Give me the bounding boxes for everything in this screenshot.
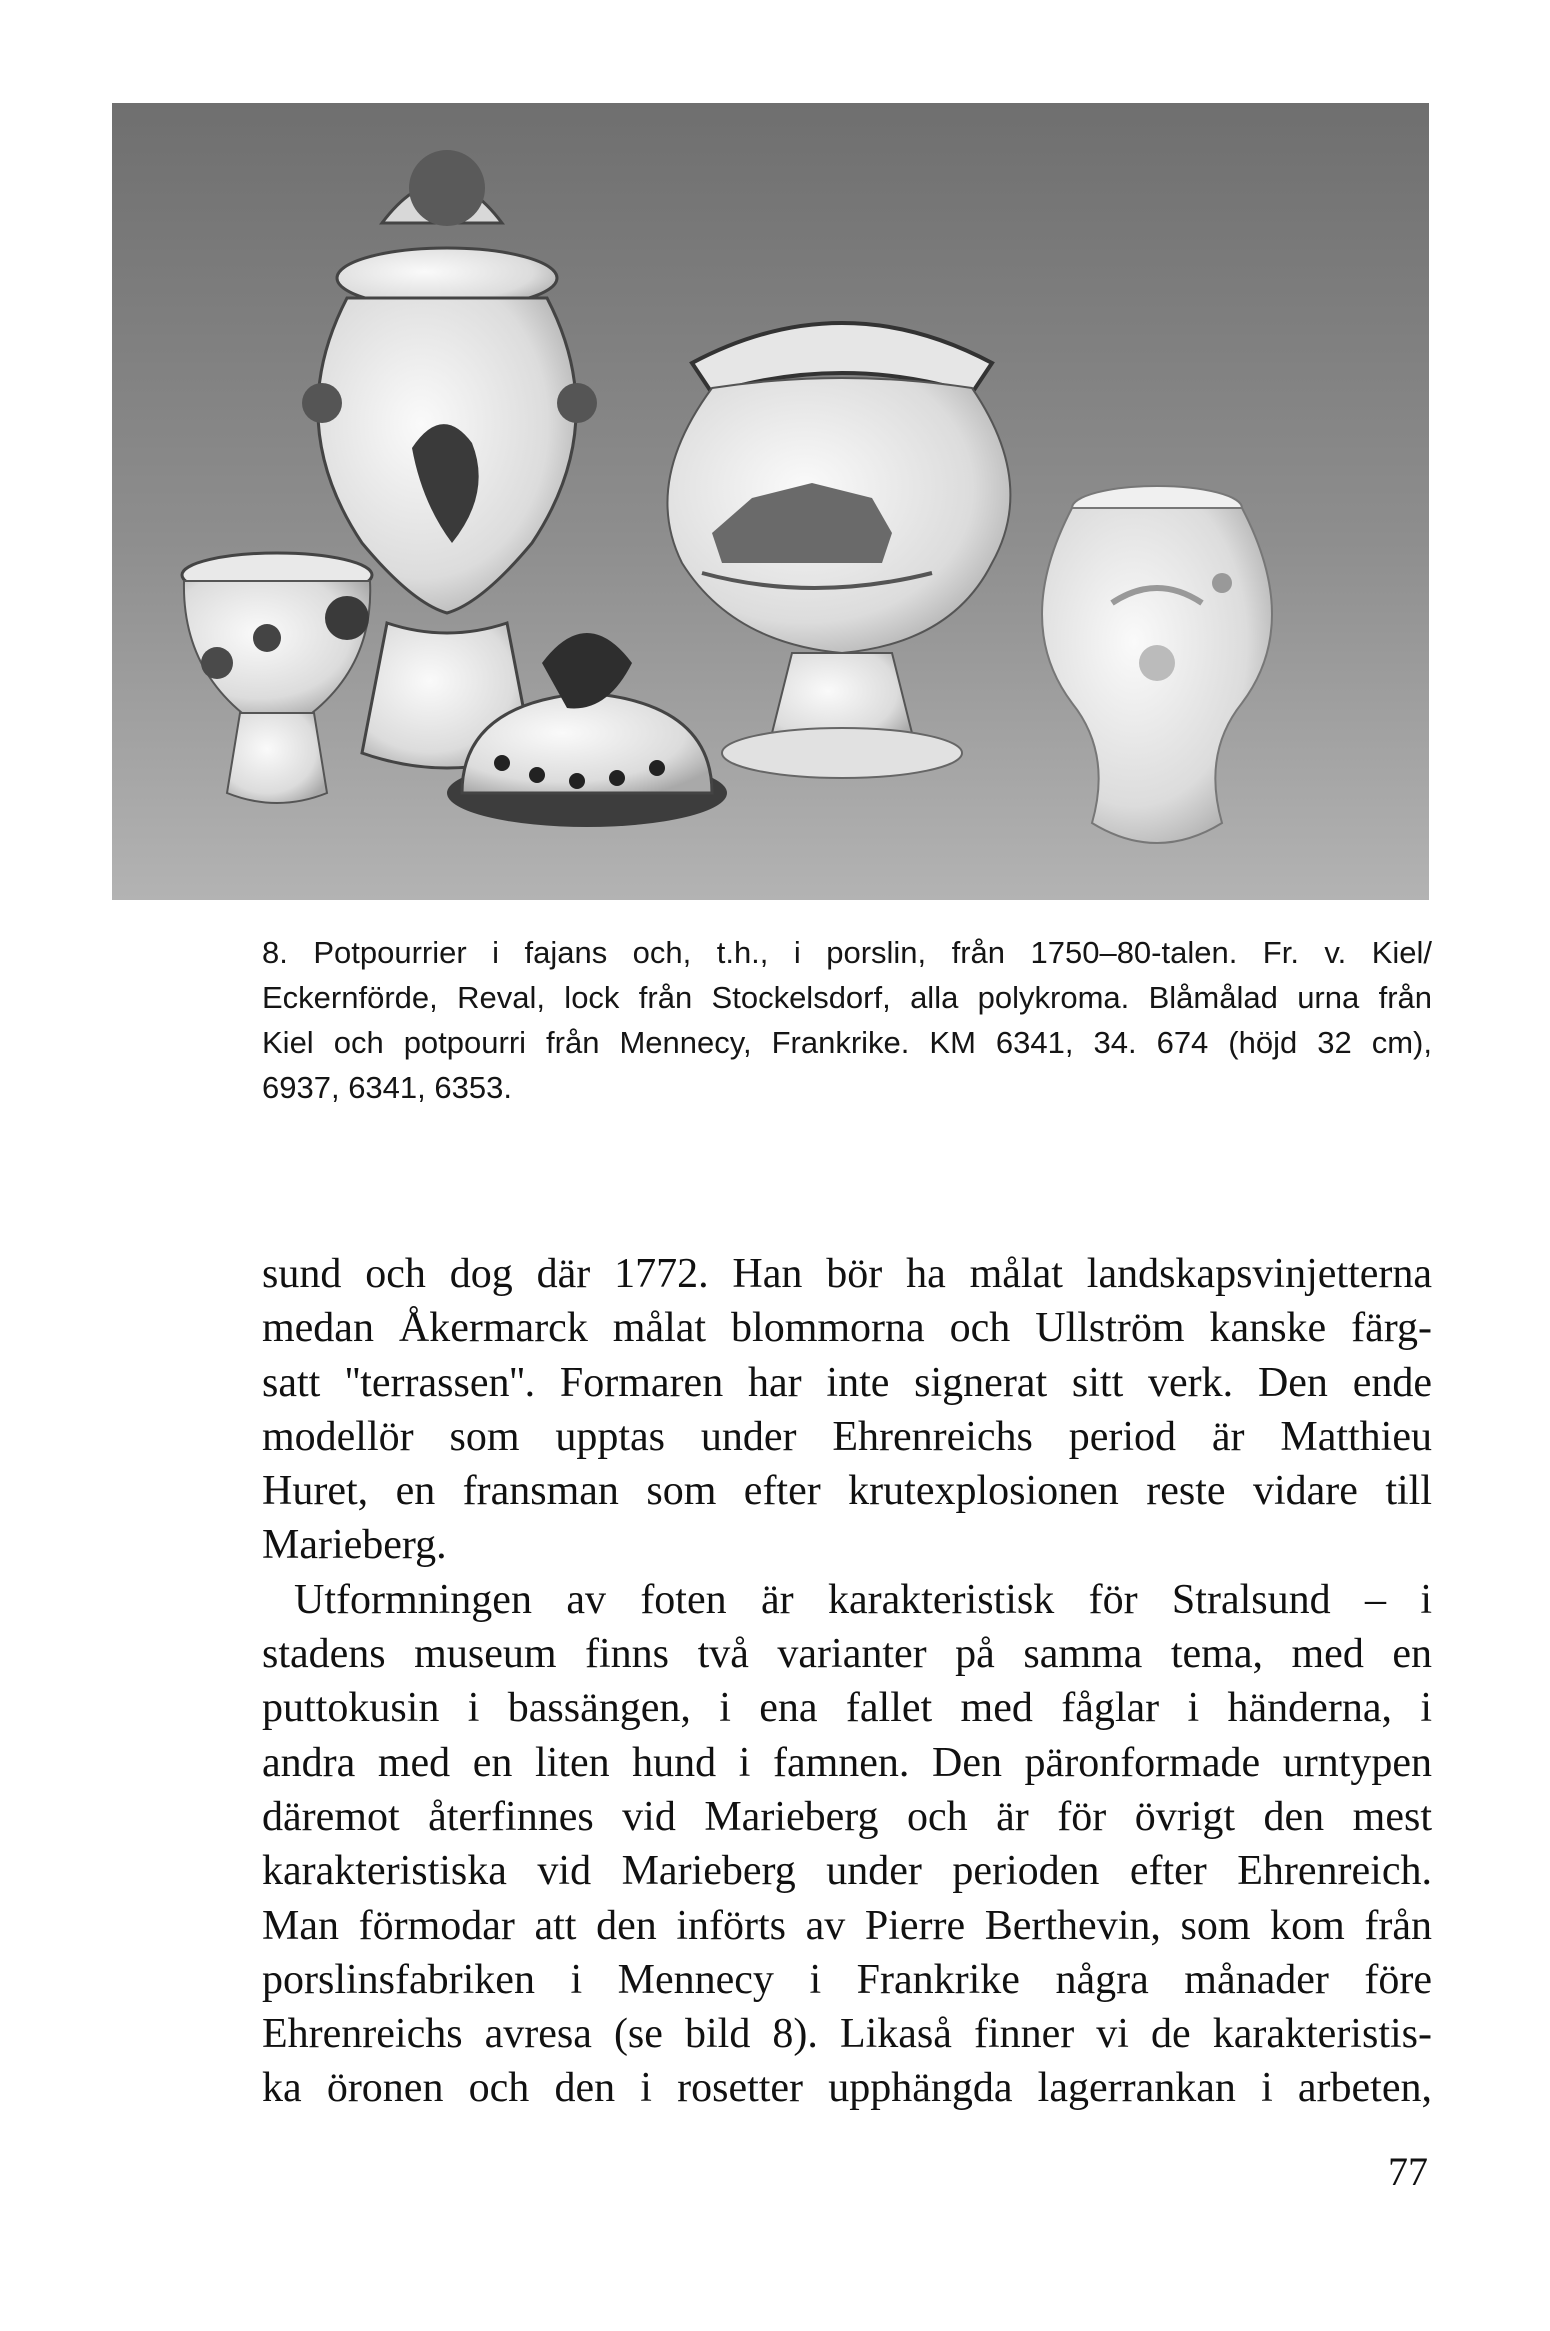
body-text bbox=[262, 1247, 1432, 2116]
body-line: däremot återfinnes vid Marieberg och är för övrigt den mest bbox=[262, 1793, 1432, 1840]
caption-line: Eckernförde, Reval, lock från Stockelsdorf, alla polykroma. Blåmålad urna från bbox=[262, 980, 1432, 1015]
body-line: Utformningen av foten är karakteristisk för Stralsund – i bbox=[294, 1576, 1432, 1623]
body-line: medan Åkermarck målat blommorna och Ullström kanske färg- bbox=[262, 1305, 1432, 1352]
body-line: karakteristiska vid Marieberg under perioden efter Ehrenreich. bbox=[262, 1848, 1432, 1895]
potpourri-photo-illustration bbox=[112, 103, 1429, 900]
body-line: porslinsfabriken i Mennecy i Frankrike några månader före bbox=[262, 1956, 1432, 2003]
body-line: Marieberg. bbox=[262, 1522, 447, 1569]
caption-line: 6937, 6341, 6353. bbox=[262, 1070, 512, 1105]
body-line: Man förmodar att den införts av Pierre Berthevin, som kom från bbox=[262, 1902, 1432, 1949]
body-line: sund och dog där 1772. Han bör ha målat landskapsvinjetterna bbox=[262, 1251, 1432, 1297]
caption-line: Kiel och potpourri från Mennecy, Frankrike. KM 6341, 34. 674 (höjd 32 cm), bbox=[262, 1025, 1432, 1060]
caption-line: 8. Potpourrier i fajans och, t.h., i porslin, från 1750–80-talen. Fr. v. Kiel/ bbox=[262, 935, 1432, 970]
body-line: andra med en liten hund i famnen. Den päronformade urntypen bbox=[262, 1739, 1432, 1786]
body-line: Huret, en fransman som efter krutexplosionen reste vidare till bbox=[262, 1468, 1432, 1515]
body-line: stadens museum finns två varianter på samma tema, med en bbox=[262, 1631, 1432, 1678]
body-line: satt ''terrassen''. Formaren har inte signerat sitt verk. Den ende bbox=[262, 1359, 1432, 1406]
page-number: 77 bbox=[1388, 2149, 1428, 2194]
body-line: ka öronen och den i rosetter upphängda lagerrankan i arbeten, bbox=[262, 2065, 1432, 2112]
potpourri-photograph bbox=[112, 103, 1429, 900]
figure-caption bbox=[262, 930, 1432, 1110]
body-line: puttokusin i bassängen, i ena fallet med fåglar i händerna, i bbox=[262, 1685, 1432, 1732]
body-line: Ehrenreichs avresa (se bild 8). Likaså finner vi de karakteristis- bbox=[262, 2011, 1432, 2058]
body-line: modellör som upptas under Ehrenreichs period är Matthieu bbox=[262, 1413, 1432, 1460]
